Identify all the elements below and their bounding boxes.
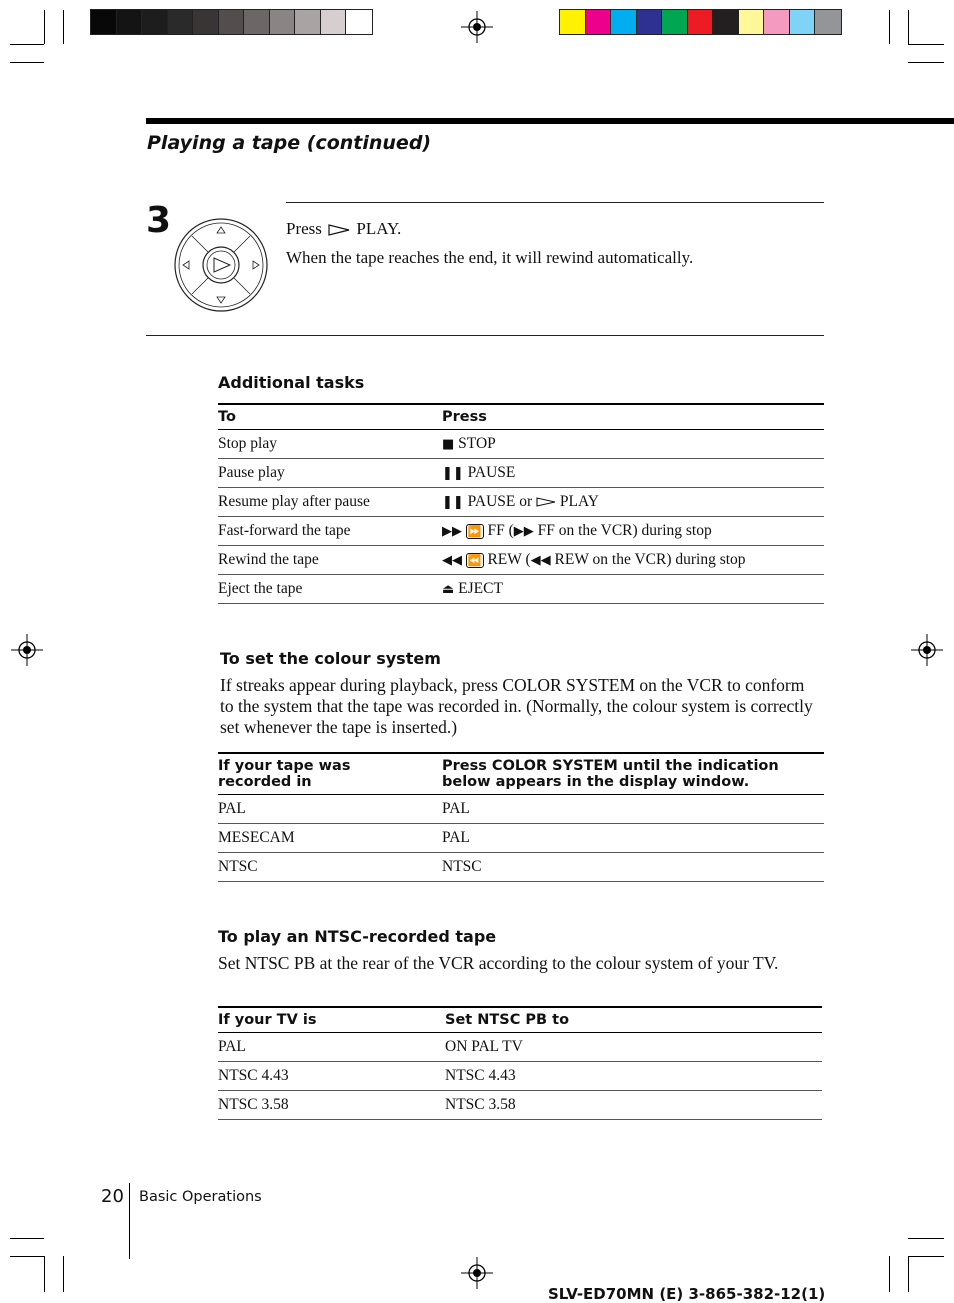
crop-mark: [44, 10, 45, 44]
color-swatch: [295, 10, 321, 34]
ntsc-table: [218, 1006, 822, 1120]
table-header: Set NTSC PB to: [445, 1007, 822, 1033]
press-cell: PAUSE or: [467, 493, 533, 510]
crop-mark: [10, 62, 44, 63]
task-cell: Eject the tape: [218, 575, 442, 604]
process-color-bar: [559, 9, 842, 35]
eject-icon: ⏏: [442, 582, 455, 597]
color-swatch: [270, 10, 296, 34]
table-row: [218, 459, 824, 488]
crop-mark: [63, 10, 64, 44]
press-cell: STOP: [458, 435, 496, 452]
additional-tasks-table: [218, 403, 824, 604]
table-cell: MESECAM: [218, 824, 442, 853]
table-row: [218, 517, 824, 546]
color-swatch: [586, 10, 612, 34]
table-row: [218, 488, 824, 517]
table-row: [218, 575, 824, 604]
table-row: [218, 546, 824, 575]
color-swatch: [764, 10, 790, 34]
crop-mark: [908, 62, 944, 63]
color-swatch: [346, 10, 372, 34]
table-cell: ON PAL TV: [445, 1033, 822, 1062]
color-swatch: [244, 10, 270, 34]
color-swatch: [560, 10, 586, 34]
table-cell: NTSC: [442, 853, 824, 882]
table-header: If your tape was recorded in: [218, 753, 442, 795]
fast-forward-icon: ▶▶: [442, 524, 462, 539]
color-swatch: [117, 10, 143, 34]
header-rule: [146, 118, 954, 124]
press-cell: EJECT: [458, 580, 503, 597]
table-row: [218, 853, 824, 882]
crop-mark: [908, 1256, 909, 1292]
crop-mark: [908, 1256, 944, 1257]
ntsc-title: To play an NTSC-recorded tape: [218, 927, 497, 946]
crop-mark: [10, 44, 44, 45]
crop-mark: [908, 1238, 944, 1239]
table-cell: NTSC: [218, 853, 442, 882]
table-row: [218, 795, 824, 824]
press-cell: REW on the VCR) during stop: [554, 551, 746, 568]
task-cell: Stop play: [218, 430, 442, 459]
color-swatch: [713, 10, 739, 34]
ff-button-icon: ⏩: [467, 525, 482, 538]
table-row: [218, 1091, 822, 1120]
step-bottom-rule: [146, 335, 824, 336]
color-swatch: [611, 10, 637, 34]
color-swatch: [219, 10, 245, 34]
rewind-icon: ◀◀: [530, 553, 551, 568]
remote-control-keypad-icon: [173, 217, 269, 313]
ntsc-text: Set NTSC PB at the rear of the VCR according to the colour system of your TV.: [218, 953, 779, 973]
colour-system-text: If streaks appear during playback, press COLOR SYSTEM on the VCR to conform to the system that the tape was recorded in. (Normally, the colour system is correctly set whenever the tape is inserted.): [220, 675, 813, 737]
press-cell: FF on the VCR) during stop: [537, 522, 712, 539]
task-cell: Resume play after pause: [218, 488, 442, 517]
color-swatch: [662, 10, 688, 34]
registration-target-icon: [461, 1257, 493, 1289]
play-icon: [536, 497, 556, 507]
rew-button-icon: ⏪: [467, 554, 482, 567]
color-swatch: [815, 10, 841, 34]
crop-mark: [44, 1256, 45, 1292]
stop-icon: ■: [442, 437, 455, 452]
table-cell: NTSC 4.43: [218, 1062, 445, 1091]
play-icon: [328, 224, 350, 236]
color-swatch: [688, 10, 714, 34]
crop-mark: [10, 1238, 44, 1239]
table-cell: NTSC 3.58: [445, 1091, 822, 1120]
table-cell: NTSC 4.43: [445, 1062, 822, 1091]
page-number: 20: [101, 1186, 124, 1207]
model-code: SLV-ED70MN (E) 3-865-382-12(1): [548, 1285, 826, 1303]
pause-icon: ❚❚: [442, 495, 464, 510]
table-cell: PAL: [442, 795, 824, 824]
color-swatch: [790, 10, 816, 34]
registration-target-icon: [911, 634, 943, 666]
additional-tasks-title: Additional tasks: [218, 373, 365, 392]
color-swatch: [142, 10, 168, 34]
fast-forward-icon: ▶▶: [513, 524, 534, 539]
table-cell: PAL: [442, 824, 824, 853]
step-top-rule: [286, 202, 824, 203]
table-row: [218, 1033, 822, 1062]
color-swatch: [637, 10, 663, 34]
crop-mark: [908, 10, 909, 44]
colour-system-table: [218, 752, 824, 882]
rewind-icon: ◀◀: [442, 553, 462, 568]
pause-icon: ❚❚: [442, 466, 464, 481]
step-instruction: [286, 219, 401, 239]
registration-target-icon: [11, 634, 43, 666]
footer-divider: [129, 1183, 130, 1259]
table-cell: PAL: [218, 795, 442, 824]
color-swatch: [193, 10, 219, 34]
press-cell: REW (: [487, 551, 531, 568]
step-press-label: Press: [286, 219, 322, 238]
color-swatch: [168, 10, 194, 34]
step-play-label: PLAY.: [356, 219, 402, 238]
task-cell: Fast-forward the tape: [218, 517, 442, 546]
table-header: Press: [442, 404, 824, 430]
crop-mark: [908, 44, 944, 45]
task-cell: Pause play: [218, 459, 442, 488]
task-cell: Rewind the tape: [218, 546, 442, 575]
table-row: [218, 824, 824, 853]
color-swatch: [321, 10, 347, 34]
press-cell: PAUSE: [467, 464, 516, 481]
crop-mark: [889, 10, 890, 44]
registration-target-icon: [461, 11, 493, 43]
step-number: 3: [146, 200, 172, 241]
colour-system-title: To set the colour system: [220, 649, 441, 668]
table-header: To: [218, 404, 442, 430]
grayscale-color-bar: [90, 9, 373, 35]
table-cell: PAL: [218, 1033, 445, 1062]
color-swatch: [91, 10, 117, 34]
table-cell: NTSC 3.58: [218, 1091, 445, 1120]
footer-section: Basic Operations: [139, 1189, 262, 1205]
page-title: Playing a tape (continued): [147, 132, 432, 154]
step-note: When the tape reaches the end, it will rewind automatically.: [286, 248, 694, 267]
press-cell: FF (: [487, 522, 514, 539]
crop-mark: [10, 1256, 44, 1257]
crop-mark: [889, 1256, 890, 1292]
crop-mark: [63, 1256, 64, 1292]
table-header: If your TV is: [218, 1007, 445, 1033]
press-cell: PLAY: [559, 493, 599, 510]
table-row: [218, 430, 824, 459]
color-swatch: [739, 10, 765, 34]
table-row: [218, 1062, 822, 1091]
table-header: Press COLOR SYSTEM until the indication below appears in the display window.: [442, 753, 824, 795]
